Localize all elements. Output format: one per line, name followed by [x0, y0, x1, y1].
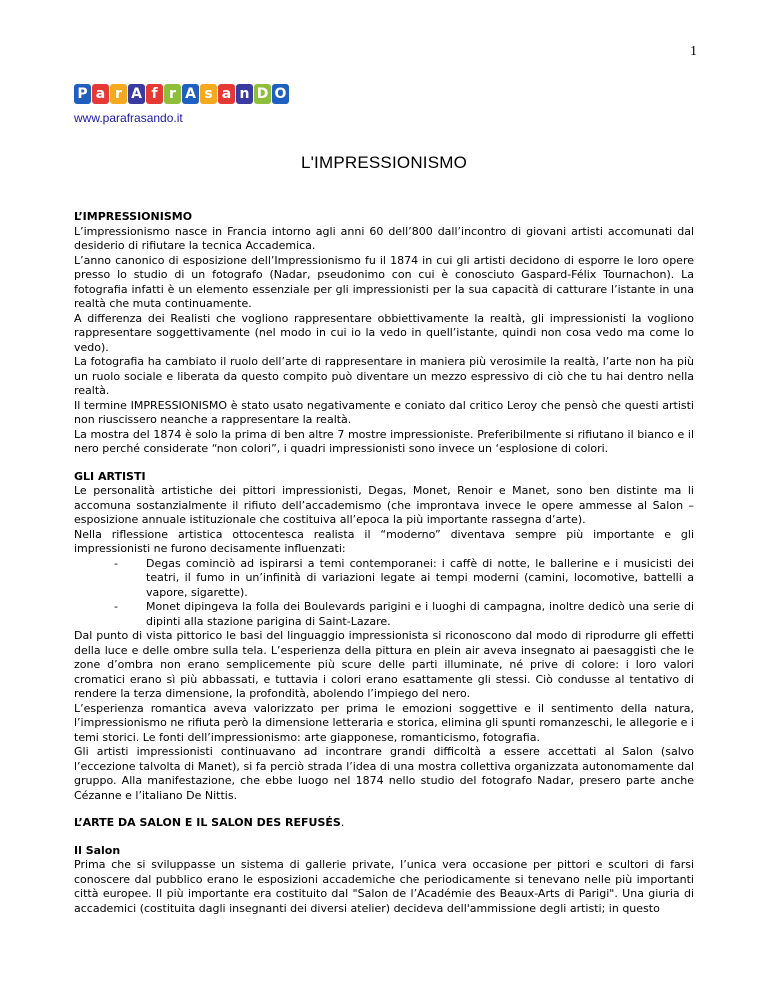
- document-title: L'IMPRESSIONISMO: [300, 153, 468, 172]
- heading-suffix: .: [340, 816, 345, 829]
- list-item: [74, 600, 694, 629]
- paragraph: L’anno canonico di esposizione dell’Impressionismo fu il 1874 in cui gli artisti decidono di esporre le loro opere presso lo studio di un fotografo (Nadar, pseudonimo con cui è conosciuto Gaspard-Félix Tournachon). La fotografia infatti è un elemento essenziale per gli impressionisti per la sua capacità di catturare l’istante in una realtà che muta continuamente.: [74, 253, 694, 310]
- logo-letter: n: [236, 84, 253, 104]
- parafrasando-logo[interactable]: [74, 84, 289, 104]
- list-item: [74, 557, 694, 601]
- paragraph: A differenza dei Realisti che vogliono rappresentare obbiettivamente la realtà, gli impressionisti la vogliono rappresentare soggettivamente (nel modo in cui io la vedo in quell’istante, quindi non cosa vedo ma come lo vedo).: [74, 311, 694, 354]
- page-number: 1: [690, 44, 697, 59]
- logo-letter: r: [164, 84, 181, 104]
- list-item-text: Monet dipingeva la folla dei Boulevards parigini e i luoghi di campagna, inoltre dedicò una serie di dipinti alla stazione parigina di Saint-Lazare.: [146, 600, 694, 628]
- logo-letter: D: [254, 84, 271, 104]
- paragraph: L’impressionismo nasce in Francia intorno agli anni 60 dell’800 dall’incontro di giovani artisti accomunati dal desiderio di rifiutare la tecnica Accademica.: [74, 224, 694, 252]
- logo-letter: a: [218, 84, 235, 104]
- document-body: [74, 210, 694, 916]
- section-heading-il-salon: Il Salon: [74, 843, 121, 857]
- paragraph: Gli artisti impressionisti continuavano ad incontrare grandi difficoltà a essere accettati al Salon (salvo l’eccezione talvolta di Manet), si fa perciò strada l’idea di una mostra collettiva organizzata autonomamente dal gruppo. Alla manifestazione, che ebbe luogo nel 1874 nello studio del fotografo Nadar, presero parte anche Cézanne e l’italiano De Nittis.: [74, 745, 694, 802]
- dash-bullet: -: [114, 556, 118, 570]
- paragraph: Il termine IMPRESSIONISMO è stato usato negativamente e coniato dal critico Leroy che pensò che questi artisti non riuscissero neanche a rappresentare la realtà.: [74, 398, 694, 426]
- paragraph: Nella riflessione artistica ottocentesca realista il “moderno” diventava sempre più importante e gli impressionisti ne furono decisamente influenzati:: [74, 527, 694, 555]
- logo-letter: A: [182, 84, 199, 104]
- paragraph: L’esperienza romantica aveva valorizzato per prima le emozioni soggettive e il sentimento della natura, l’impressionismo ne rifiuta però la dimensione letteraria e storica, elimina gli spunti romanzeschi, le allegorie e i temi storici. Le fonti dell’impressionismo: arte giapponese, romanticismo, fotografia.: [74, 701, 694, 744]
- logo-letter: s: [200, 84, 217, 104]
- site-url-link[interactable]: www.parafrasando.it: [74, 111, 183, 125]
- paragraph: Le personalità artistiche dei pittori impressionisti, Degas, Monet, Renoir e Manet, sono ben distinte ma li accomuna sostanzialmente il rifiuto dell’accademismo (che improntava invece le opere ammesse al Salon – esposizione annuale istituzionale che costituiva all’epoca la più importante rassegna d’arte).: [74, 484, 694, 526]
- logo-letter: f: [146, 84, 163, 104]
- section-heading-impressionismo: L’IMPRESSIONISMO: [74, 210, 193, 223]
- paragraph: Prima che si sviluppasse un sistema di gallerie private, l’unica vera occasione per pittori e scultori di farsi conoscere dal pubblico erano le esposizioni accademiche che periodicamente si tenevano nelle più importanti città europee. Il più importante era costituito dal "Salon de l’Académie des Beaux-Arts di Parigi". Una giuria di accademici (costituita dagli insegnanti dei diversi atelier) decideva dell'ammissione degli artisti; in questo: [74, 858, 694, 915]
- section-heading-artisti: GLI ARTISTI: [74, 469, 146, 483]
- paragraph: La fotografia ha cambiato il ruolo dell’arte di rappresentare in maniera più verosimile la realtà, l’arte non ha più un ruolo sociale e liberata da questo compito può diventare un mezzo espressivo di ciò che tu hai dentro nella realtà.: [74, 355, 694, 397]
- heading-text: L’ARTE DA SALON E IL SALON DES REFUSÉS: [74, 816, 341, 829]
- dash-bullet: -: [114, 600, 118, 613]
- logo-letter: a: [92, 84, 109, 104]
- logo-letter: r: [110, 84, 127, 104]
- paragraph: Dal punto di vista pittorico le basi del linguaggio impressionista si riconoscono dal modo di riprodurre gli effetti della luce e delle ombre sulla tela. L’esperienza della pittura en plein air aveva insegnato ai paesaggisti che le zone d’ombra non erano semplicemente più scure delle parti illuminate, né prive di colore: i loro valori cromatici erano sì più abbassati, e tuttavia i colori erano esattamente gli stessi. Ciò condusse al tentativo di rendere la terza dimensione, la profondità, abolendo l’impiego del nero.: [74, 629, 694, 700]
- logo-letter: P: [74, 84, 91, 104]
- logo-letter: A: [128, 84, 145, 104]
- list-item-text: Degas cominciò ad ispirarsi a temi contemporanei: i caffè di notte, le ballerine e i musicisti dei teatri, il fumo in un’infinità di variazioni legate ai tempi moderni (camini, locomotive, battelli a vapore, sigarette).: [146, 556, 694, 599]
- section-heading-salon-refuses: [74, 816, 694, 831]
- paragraph: La mostra del 1874 è solo la prima di ben altre 7 mostre impressioniste. Preferibilmente si rifiutano il bianco e il nero perché considerate “non colori”, i quadri impressionisti sono invece un ‘esplosione di colori.: [74, 427, 694, 455]
- logo-letter: O: [272, 84, 289, 104]
- artists-list: [74, 557, 694, 630]
